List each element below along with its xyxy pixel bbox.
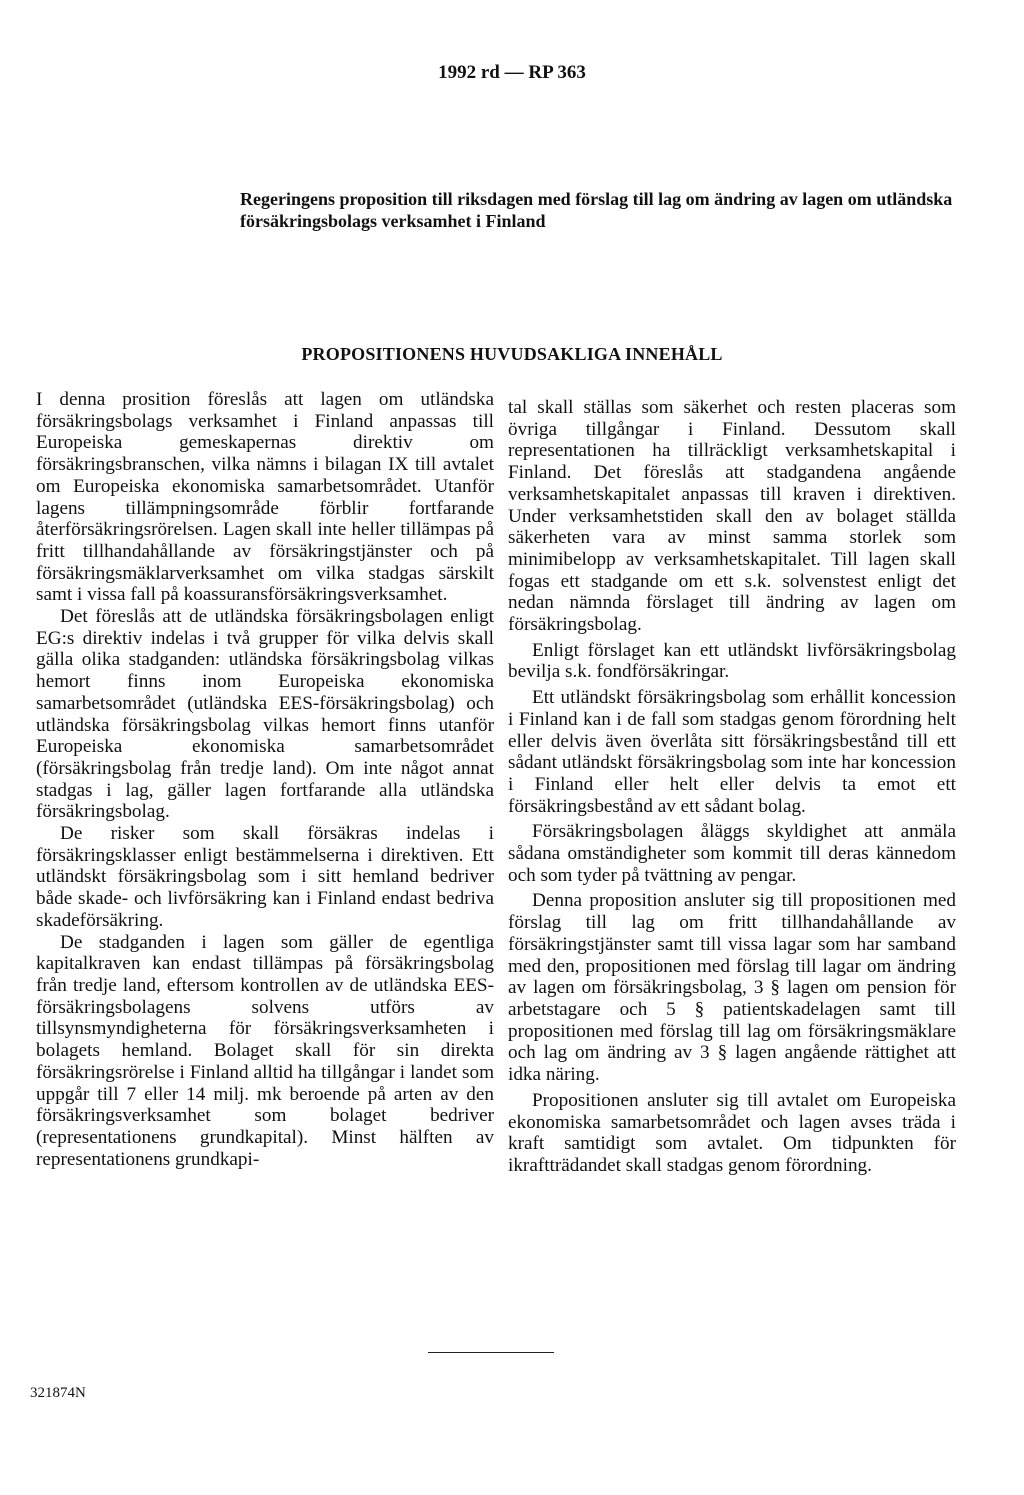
- paragraph: De risker som skall försäkras indelas i försäkringsklasser enligt bestämmelserna i direktiven. Ett utländskt försäkringsbolag som i sitt hemland bedriver både skade- och livförsäkring kan i Finland endast bedriva skadeförsäkring.: [36, 823, 494, 931]
- right-column: [508, 397, 956, 1181]
- paragraph: De stadganden i lagen som gäller de egentliga kapitalkraven kan endast tillämpas på försäkringsbolag från tredje land, eftersom kontrollen av de utländska EES-försäkringsbolagens solvens utförs av tillsynsmyndigheterna för försäkringsverksamheten i bolagets hemland. Bolaget skall för sin direkta försäkringsrörelse i Finland alltid ha tillgångar i landet som uppgår till 7 eller 14 milj. mk beroende på arten av den försäkringsverksamhet som bolaget bedriver (representationens grundkapital). Minst hälften av representationens grundkapi-: [36, 931, 494, 1170]
- left-column: [36, 389, 494, 1170]
- page-header: 1992 rd — RP 363: [438, 62, 586, 83]
- section-heading: PROPOSITIONENS HUVUDSAKLIGA INNEHÅLL: [301, 344, 723, 364]
- paragraph: Denna proposition ansluter sig till propositionen med förslag till lag om fritt tillhandahållande av försäkringstjänster samt till vissa lagar som har samband med den, propositionen med förslag till lagar om ändring av lagen om försäkringsbolag, 3 § lagen om pension för arbetstagare och 5 § patientskadelagen samt till propositionen med förslag till lag om försäkringsmäklare och lag om ändring av 3 § lagen angående rättighet att idka näring.: [508, 890, 956, 1086]
- end-rule-divider: [428, 1352, 554, 1353]
- proposition-title: Regeringens proposition till riksdagen med förslag till lag om ändring av lagen om utländska försäkringsbolags verksamhet i Finland: [240, 189, 953, 231]
- paragraph: I denna prosition föreslås att lagen om utländska försäkringsbolags verksamhet i Finland anpassas till Europeiska gemeskapernas direktiv om försäkringsbranschen, vilka nämns i bilagan IX till avtalet om Europeiska ekonomiska samarbetsområdet. Utanför lagens tillämpningsområde förblir fortfarande återförsäkringsrörelsen. Lagen skall inte heller tillämpas på fritt tillhandahållande av försäkringstjänster och på försäkringsmäklarverksamhet om vilka stadgas särskilt samt i vissa fall på koassuransförsäkringsverksamhet.: [36, 389, 494, 606]
- paragraph: tal skall ställas som säkerhet och resten placeras som övriga tillgångar i Finland. Dessutom skall representationen ha tillräckligt verksamhetskapital i Finland. Det föreslås att stadgandena angående verksamhetskapitalet anpassas till kraven i direktiven. Under verksamhetstiden skall den av bolaget ställda säkerheten vara av minst samma storlek som minimibelopp av verksamhetskapitalet. Till lagen skall fogas ett stadgande om ett s.k. solvenstest enligt det nedan nämnda förslaget till ändring av lagen om försäkringsbolag.: [508, 397, 956, 636]
- print-code: 321874N: [30, 1385, 86, 1401]
- paragraph: Propositionen ansluter sig till avtalet om Europeiska ekonomiska samarbetsområdet och lagen avses träda i kraft samtidigt som avtalet. Om tidpunkten för ikraftträdandet skall stadgas genom förordning.: [508, 1089, 956, 1176]
- paragraph: Försäkringsbolagen åläggs skyldighet att anmäla sådana omständigheter som kommit till deras kännedom och som tyder på tvättning av pengar.: [508, 821, 956, 886]
- paragraph: Enligt förslaget kan ett utländskt livförsäkringsbolag bevilja s.k. fondförsäkringar.: [508, 639, 956, 683]
- paragraph: Det föreslås att de utländska försäkringsbolagen enligt EG:s direktiv indelas i två grupper för vilka delvis skall gälla olika stadganden: utländska försäkringsbolag vilkas hemort finns inom Europeiska ekonomiska samarbetsområdet (utländska EES-försäkringsbolag) och utländska försäkringsbolag vilkas hemort finns utanför Europeiska ekonomiska samarbetsområdet (försäkringsbolag från tredje land). Om inte något annat stadgas i lag, gäller lagen fortfarande alla utländska försäkringsbolag.: [36, 606, 494, 823]
- paragraph: Ett utländskt försäkringsbolag som erhållit koncession i Finland kan i de fall som stadgas genom förordning helt eller delvis även överlåta sitt försäkringsbestånd till ett sådant utländskt försäkringsbolag som inte har koncession i Finland eller helt eller delvis ta emot ett försäkringsbestånd av ett sådant bolag.: [508, 687, 956, 817]
